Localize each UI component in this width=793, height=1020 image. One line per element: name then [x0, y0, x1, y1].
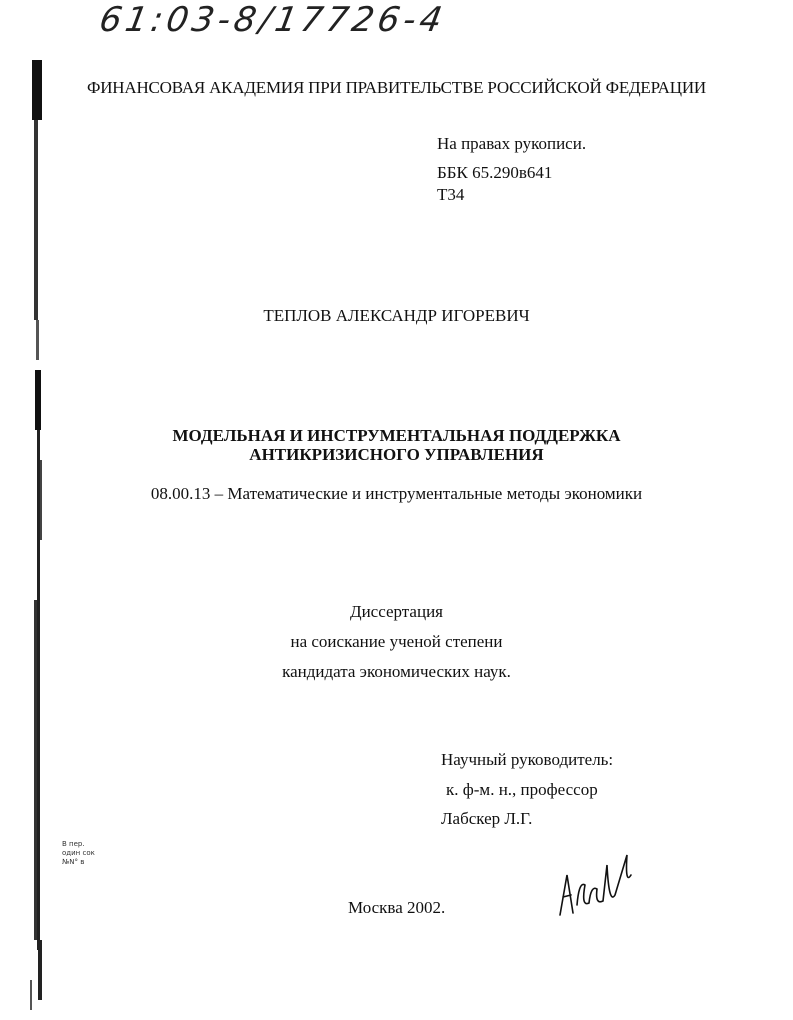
dissertation-label: Диссертация [349, 602, 443, 621]
stamp-line-1: В пер. [62, 840, 85, 848]
stamp-line-3: №N° в [62, 858, 85, 866]
dissertation-title [0, 426, 793, 464]
scan-binding-edge [26, 40, 56, 1020]
bbk-classification: ББК 65.290в641 [437, 163, 553, 182]
library-stamp [62, 840, 95, 867]
author-mark-code: Т34 [437, 185, 465, 204]
manuscript-rights: На правах рукописи. [437, 134, 587, 153]
city-year: Москва 2002. [348, 898, 446, 917]
title-line-1: МОДЕЛЬНАЯ И ИНСТРУМЕНТАЛЬНАЯ ПОДДЕРЖКА [172, 426, 621, 445]
degree-name: кандидата экономических наук. [282, 662, 511, 681]
stamp-line-2: один сок [62, 849, 95, 857]
specialty-code: 08.00.13 – Математические и инструментальные методы экономики [150, 484, 643, 503]
organization-name: ФИНАНСОВАЯ АКАДЕМИЯ ПРИ ПРАВИТЕЛЬСТВЕ РОССИЙСКОЙ ФЕДЕРАЦИИ [87, 78, 706, 97]
supervisor-label: Научный руководитель: [441, 750, 614, 769]
supervisor-name: Лабскер Л.Г. [441, 809, 533, 828]
author-name: ТЕПЛОВ АЛЕКСАНДР ИГОРЕВИЧ [263, 306, 530, 325]
supervisor-degree: к. ф-м. н., профессор [446, 780, 598, 799]
handwritten-archive-code: 61:03-8/17726-4 [96, 0, 449, 40]
signature [555, 845, 645, 925]
title-line-2: АНТИКРИЗИСНОГО УПРАВЛЕНИЯ [249, 445, 544, 464]
degree-purpose: на соискание ученой степени [290, 632, 503, 651]
